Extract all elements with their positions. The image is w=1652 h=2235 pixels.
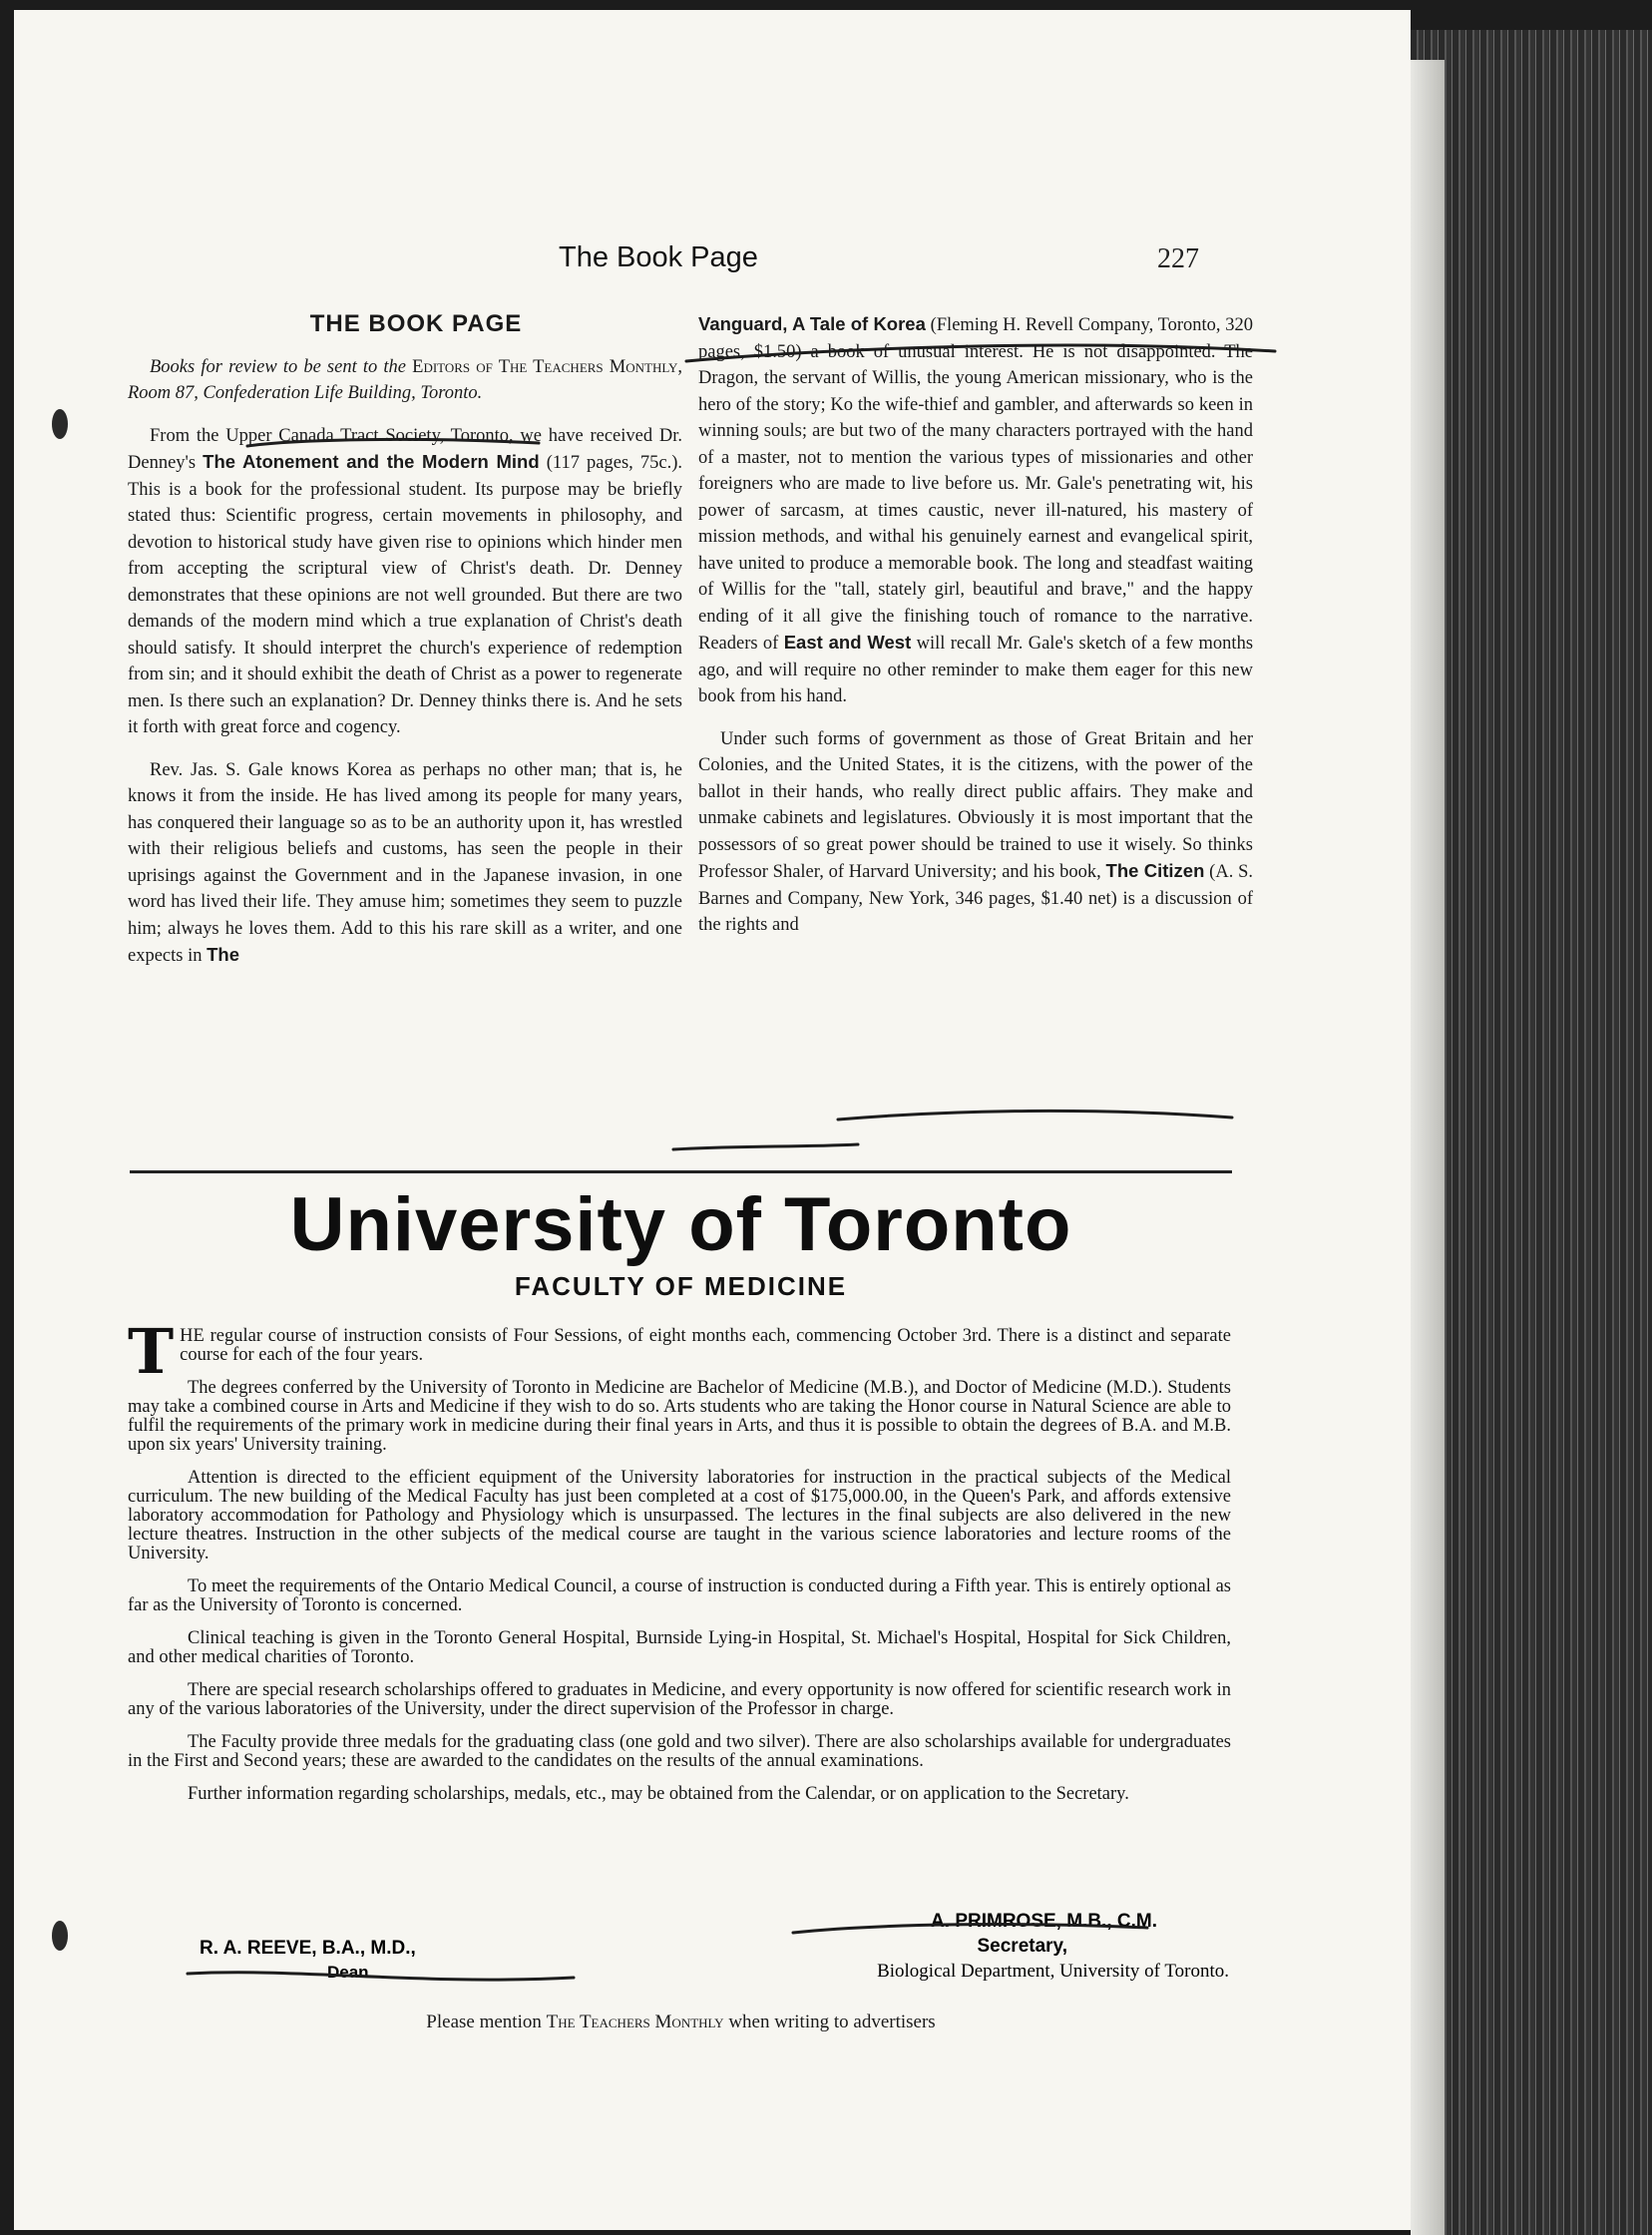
signature-dean xyxy=(200,1937,559,1985)
ad-paragraph-clinical: Clinical teaching is given in the Toronto General Hospital, Burnside Lying-in Hospital, St. Michael's Hospital, Hospital for Sick Children, and other medical charities of Toronto. xyxy=(128,1628,1231,1667)
book-page-title: THE BOOK PAGE xyxy=(309,310,523,337)
binding-hole-bottom xyxy=(52,1921,68,1951)
book-title-atonement: The Atonement and the Modern Mind xyxy=(203,451,540,472)
dean-title: Dean. xyxy=(327,1963,374,1982)
signature-secretary xyxy=(758,1909,1229,1984)
book-page-edge-highlight xyxy=(1411,60,1445,2235)
review-atonement xyxy=(128,423,682,741)
review-atonement-intro: From the Upper Canada Tract Society, Toronto, we have received Dr. Denney's xyxy=(128,425,682,473)
page-number: 227 xyxy=(1157,243,1199,274)
review-citizen-end: (A. S. Barnes and Company, New York, 346 pages, $1.40 net) is a discussion of the rights and xyxy=(698,862,1254,935)
ad-paragraph-medals: The Faculty provide three medals for the graduating class (one gold and two silver). There are also scholarships available for undergraduates in the First and Second years; these are awarded to the candidates on the results of the annual examinations. xyxy=(128,1732,1231,1771)
book-page-left-column xyxy=(128,311,682,970)
ad-text-sessions: HE regular course of instruction consists of Four Sessions, of eight months each, commencing October 3rd. There is a distinct and separate course for each of the four years. xyxy=(180,1326,1231,1365)
intro-editors: Editors of The Teachers Monthly, xyxy=(412,356,682,377)
ad-title: University of Toronto xyxy=(289,1182,1072,1267)
advertiser-note-text: Please mention xyxy=(426,2012,542,2032)
ad-paragraph-equipment: Attention is directed to the efficient equipment of the University laboratories for instruction in the practical subjects of the Medical curriculum. The new building of the Medical Faculty has just been completed at a cost of $175,000.00, in the Queen's Park, and affords extensive laboratory accommodation for Pathology and Physiology which is unsurpassed. The lectures in the final subjects are also delivered in the new lecture theatres. Instruction in the other subjects of the medical course are taught in the various science laboratories and lecture rooms of the University. xyxy=(128,1468,1231,1564)
ad-paragraph-scholarships: There are special research scholarships offered to graduates in Medicine, and every opportunity is now offered for scientific research work in any of the various laboratories of the University, under the direct supervision of the Professor in charge. xyxy=(128,1680,1231,1719)
advertiser-note-magazine: The Teachers Monthly xyxy=(546,2012,724,2032)
review-vanguard-end: will recall Mr. Gale's sketch of a few months ago, and will require no other reminder to make them eager for this new book from his hand. xyxy=(698,634,1254,706)
ad-body xyxy=(128,1315,1231,1818)
secretary-name: A. PRIMROSE, M.B., C.M. xyxy=(931,1911,1157,1932)
review-vanguard xyxy=(698,311,1253,710)
book-title-vanguard-start: The xyxy=(206,944,240,965)
intro-text: Books for review to be sent to the xyxy=(150,356,406,377)
section-divider xyxy=(130,1170,1232,1173)
secretary-department: Biological Department, University of Toronto. xyxy=(877,1961,1229,1982)
ad-paragraph-fifth-year: To meet the requirements of the Ontario Medical Council, a course of instruction is conducted during a Fifth year. This is entirely optional as far as the University of Toronto is concerned. xyxy=(128,1576,1231,1615)
advertiser-note-end: when writing to advertisers xyxy=(728,2012,936,2032)
ad-paragraph-sessions xyxy=(128,1315,1231,1388)
advertiser-note xyxy=(130,2012,1232,2033)
binding-hole-top xyxy=(52,409,68,439)
review-gale xyxy=(128,757,682,970)
review-atonement-text: (117 pages, 75c.). This is a book for the professional student. Its purpose may be briefly stated thus: Scientific progress, certain movements in philosophy, and devotion to historical study have given rise to opinions which hinder men from accepting the scriptural view of Christ's death. Dr. Denney demonstrates that these opinions are not well grounded. But there are two demands of the modern mind which a true explanation of Christ's death should satisfy. It should interpret the church's experience of redemption from sin; and it should exhibit the death of Christ as a power to regenerate men. Is there such an explanation? Dr. Denney thinks there is. And he sets it forth with great force and cogency. xyxy=(128,453,682,737)
review-citizen xyxy=(698,726,1253,939)
running-head: The Book Page xyxy=(559,241,758,273)
book-page-intro xyxy=(128,354,682,407)
review-gale-text: Rev. Jas. S. Gale knows Korea as perhaps no other man; that is, he knows it from the inside. He has lived among its people for many years, has conquered their language so as to be an authority upon it, has wrestled with their religious beliefs and customs, has seen the people in their uprisings against the Government and in the Japanese invasion, in one word has lived their life. They amuse him; sometimes they seem to puzzle him; always he loves them. Add to this his rare skill as a writer, and one expects in xyxy=(128,759,682,966)
intro-address: Room 87, Confederation Life Building, Toronto. xyxy=(128,383,483,403)
secretary-title: Secretary, xyxy=(977,1936,1067,1957)
ad-subtitle: FACULTY OF MEDICINE xyxy=(514,1271,848,1301)
review-citizen-text: Under such forms of government as those of Great Britain and her Colonies, and the United States, it is the citizens, with the power of the ballot in their hands, who really direct public affairs. They make and unmake cabinets and legislatures. Obviously it is most important that the possessors of so great power should be trained to use it wisely. So thinks Professor Shaler, of Harvard University; and his book, xyxy=(698,728,1253,882)
drop-cap: T xyxy=(128,1315,175,1388)
book-title-citizen: The Citizen xyxy=(1105,860,1205,881)
ad-paragraph-degrees: The degrees conferred by the University of Toronto in Medicine are Bachelor of Medicine (M.B.), and Doctor of Medicine (M.D.). Students may take a combined course in Arts and Medicine if they wish to do so. Arts students who are taking the Honor course in Natural Science are able to fulfil the requirements of the primary work in medicine during their final years in Arts, and thus it is possible to obtain the degrees of B.A. and M.B. upon six years' University training. xyxy=(128,1378,1231,1455)
review-vanguard-text: (Fleming H. Revell Company, Toronto, 320 pages, $1.50) a book of unusual interest. He is not disappointed. The Dragon, the servant of Willis, the young American missionary, who is the hero of the story; Ko the wife-thief and gambler, and afterwards so keen in winning souls; are but two of the many characters portrayed with the hand of a master, not to mention the various types of missionaries and other foreigners who are made to live before us. Mr. Gale's penetrating wit, his power of sarcasm, at times caustic, never ill-natured, his mastery of mission methods, and withal his genuinely earnest and evangelical spirit, have united to produce a memorable book. The long and steadfast waiting of Willis for the "tall, stately girl, beautiful and brave," and the happy ending of it all give the finishing touch of romance to the narrative. Readers of xyxy=(698,315,1254,654)
ad-paragraph-information: Further information regarding scholarships, medals, etc., may be obtained from the Calendar, or on application to the Secretary. xyxy=(188,1784,1129,1804)
book-title-vanguard: Vanguard, A Tale of Korea xyxy=(698,313,926,334)
book-page-right-column xyxy=(698,311,1253,939)
book-page-edges xyxy=(1411,30,1652,2235)
magazine-title-east-west: East and West xyxy=(783,632,912,653)
dean-name: R. A. REEVE, B.A., M.D., xyxy=(200,1938,416,1959)
